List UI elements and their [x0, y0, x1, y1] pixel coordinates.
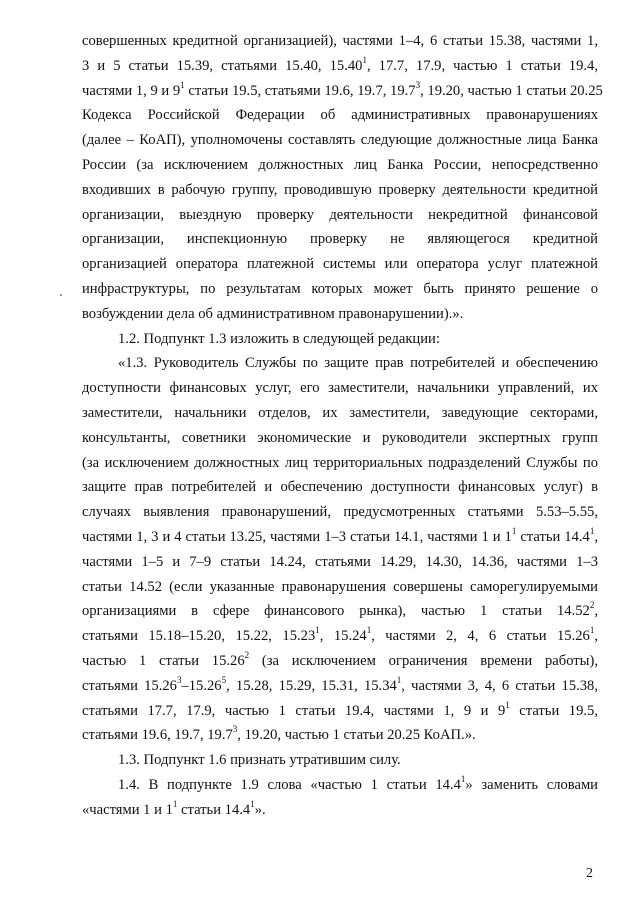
text-line	[82, 351, 598, 376]
text-line	[82, 79, 603, 104]
text-run: возбуждении дела об административном правонарушении).».	[82, 305, 464, 322]
text-run: организацией оператора платежной системы или оператора услуг платежной	[82, 256, 598, 273]
superscript: 3	[415, 79, 421, 90]
text-run: , 15.24	[319, 628, 367, 645]
superscript: 1	[250, 798, 255, 809]
text-line	[82, 475, 598, 500]
text-line	[82, 723, 598, 748]
text-run: консультанты, советники экономические и руководители экспертных групп	[82, 429, 598, 446]
text-line	[82, 128, 598, 153]
text-line	[82, 252, 598, 277]
superscript: 1	[366, 625, 372, 636]
text-line	[82, 451, 598, 476]
text-line	[82, 29, 598, 54]
text-run: 1.2. Подпункт 1.3 изложить в следующей редакции:	[118, 330, 440, 347]
superscript: 1	[589, 625, 595, 636]
superscript: 1	[362, 54, 367, 65]
text-line	[82, 500, 598, 525]
superscript: 1	[315, 625, 320, 636]
superscript: 1	[396, 674, 402, 685]
text-run: ,	[594, 528, 598, 545]
text-run: статьи 14.4	[177, 801, 251, 818]
superscript: 1	[460, 774, 466, 785]
text-line	[82, 525, 598, 550]
text-run: статьями 17.7, 17.9, частью 1 статьи 19.4, частями 1, 9 и 9	[82, 702, 506, 719]
text-line	[82, 599, 598, 624]
text-run: «1.3. Руководитель Службы по защите прав потребителей и обеспечению	[118, 355, 598, 372]
text-line	[82, 624, 598, 649]
text-run: статьи 19.5,	[509, 702, 598, 719]
text-run: статьи 14.4	[516, 528, 590, 545]
text-run: случаях выявления правонарушений, предусмотренных статьями 5.53–5.55,	[82, 504, 598, 521]
text-run: заместители, начальники отделов, их заместители, заведующие секторами,	[82, 404, 598, 421]
text-run: » заменить словами	[465, 776, 598, 793]
text-line	[82, 327, 598, 352]
text-run: защите прав потребителей и обеспечению доступности финансовых услуг) в	[82, 479, 598, 496]
text-run: 3 и 5 статьи 15.39, статьями 15.40, 15.40	[82, 57, 363, 74]
text-run: доступности финансовых услуг, его заместители, начальники управлений, их	[82, 380, 598, 397]
text-run: организациями в сфере финансового рынка), частью 1 статьи 14.52	[82, 603, 590, 620]
text-run: статьями 15.18–15.20, 15.22, 15.23	[82, 628, 316, 645]
text-run: ,	[594, 628, 599, 645]
text-line	[82, 649, 598, 674]
text-run: ».	[254, 801, 266, 818]
superscript: 3	[176, 674, 182, 685]
text-run: 1.3. Подпункт 1.6 признать утратившим силу.	[118, 752, 401, 769]
text-run: –15.26	[181, 677, 222, 694]
text-run: статьями 19.6, 19.7, 19.7	[82, 727, 233, 744]
text-line	[82, 575, 598, 600]
text-run: (далее – КоАП), уполномочены составлять следующие должностные лица Банка	[82, 132, 598, 149]
text-run: (за исключением ограничения времени работы),	[249, 652, 598, 669]
text-run: «частями 1 и 1	[82, 801, 173, 818]
text-line	[82, 426, 598, 451]
text-run: инфраструктуры, по результатам которых может быть принято решение о	[82, 280, 598, 297]
scan-speck	[60, 294, 62, 296]
superscript: 5	[221, 674, 227, 685]
text-run: организации, выездную проверку деятельности некредитной финансовой	[82, 206, 598, 223]
superscript: 1	[589, 526, 595, 537]
superscript: 1	[180, 79, 185, 90]
text-run: статьями 15.26	[82, 677, 177, 694]
text-run: , частями 3, 4, 6 статьи 15.38,	[401, 677, 598, 694]
text-run: , частями 2, 4, 6 статьи 15.26	[371, 628, 590, 645]
text-run: частью 1 статьи 15.26	[82, 652, 245, 669]
text-run: совершенных кредитной организацией), частями 1–4, 6 статьи 15.38, частями 1,	[82, 33, 598, 49]
text-run: России (за исключением должностных лиц Банка России, непосредственно	[82, 156, 598, 173]
text-run: 1.4. В подпункте 1.9 слова «частью 1 статьи 14.4	[118, 776, 461, 793]
text-line	[82, 227, 598, 252]
text-line	[82, 178, 598, 203]
text-line	[82, 302, 598, 327]
superscript: 2	[589, 600, 595, 611]
text-line	[82, 54, 598, 79]
text-run: (за исключением должностных лиц территориальных подразделений Службы по	[82, 454, 598, 471]
superscript: 2	[244, 650, 250, 661]
text-run: частями 1, 9 и 9	[82, 82, 181, 99]
page-number: 2	[586, 866, 593, 881]
text-run: частями 1–5 и 7–9 статьи 14.24, статьями 14.29, 14.30, 14.36, частями 1–3	[82, 553, 598, 570]
text-line	[82, 699, 598, 724]
text-run: , 19.20, частью 1 статьи 20.25	[420, 82, 603, 99]
text-run: , 17.7, 17.9, частью 1 статьи 19.4,	[366, 57, 598, 74]
text-run: статьи 14.52 (если указанные правонарушения совершены саморегулируемыми	[82, 578, 598, 595]
text-line	[82, 277, 598, 302]
superscript: 1	[172, 798, 178, 809]
text-run: Кодекса Российской Федерации об административных правонарушениях	[82, 107, 598, 124]
text-line	[82, 798, 598, 823]
text-line	[82, 203, 598, 228]
superscript: 3	[232, 724, 238, 735]
text-line	[82, 674, 598, 699]
text-line	[82, 376, 598, 401]
text-run: , 15.28, 15.29, 15.31, 15.34	[226, 677, 397, 694]
text-line	[82, 773, 598, 798]
text-run: , 19.20, частью 1 статьи 20.25 КоАП.».	[237, 727, 476, 744]
text-line	[82, 748, 598, 773]
text-line	[82, 103, 598, 128]
text-run: частями 1, 3 и 4 статьи 13.25, частями 1–3 статьи 14.1, частями 1 и 1	[82, 528, 512, 545]
text-run: входивших в рабочую группу, проводившую проверку деятельности кредитной	[82, 181, 598, 198]
text-line	[82, 550, 598, 575]
text-run: организации, инспекционную проверку не являющегося кредитной	[82, 231, 598, 248]
text-run: статьи 19.5, статьями 19.6, 19.7, 19.7	[184, 82, 416, 99]
superscript: 1	[511, 526, 517, 537]
text-line	[82, 401, 598, 426]
superscript: 1	[505, 699, 510, 710]
text-run: ,	[594, 603, 598, 620]
document-body	[82, 29, 603, 823]
text-line	[82, 153, 598, 178]
